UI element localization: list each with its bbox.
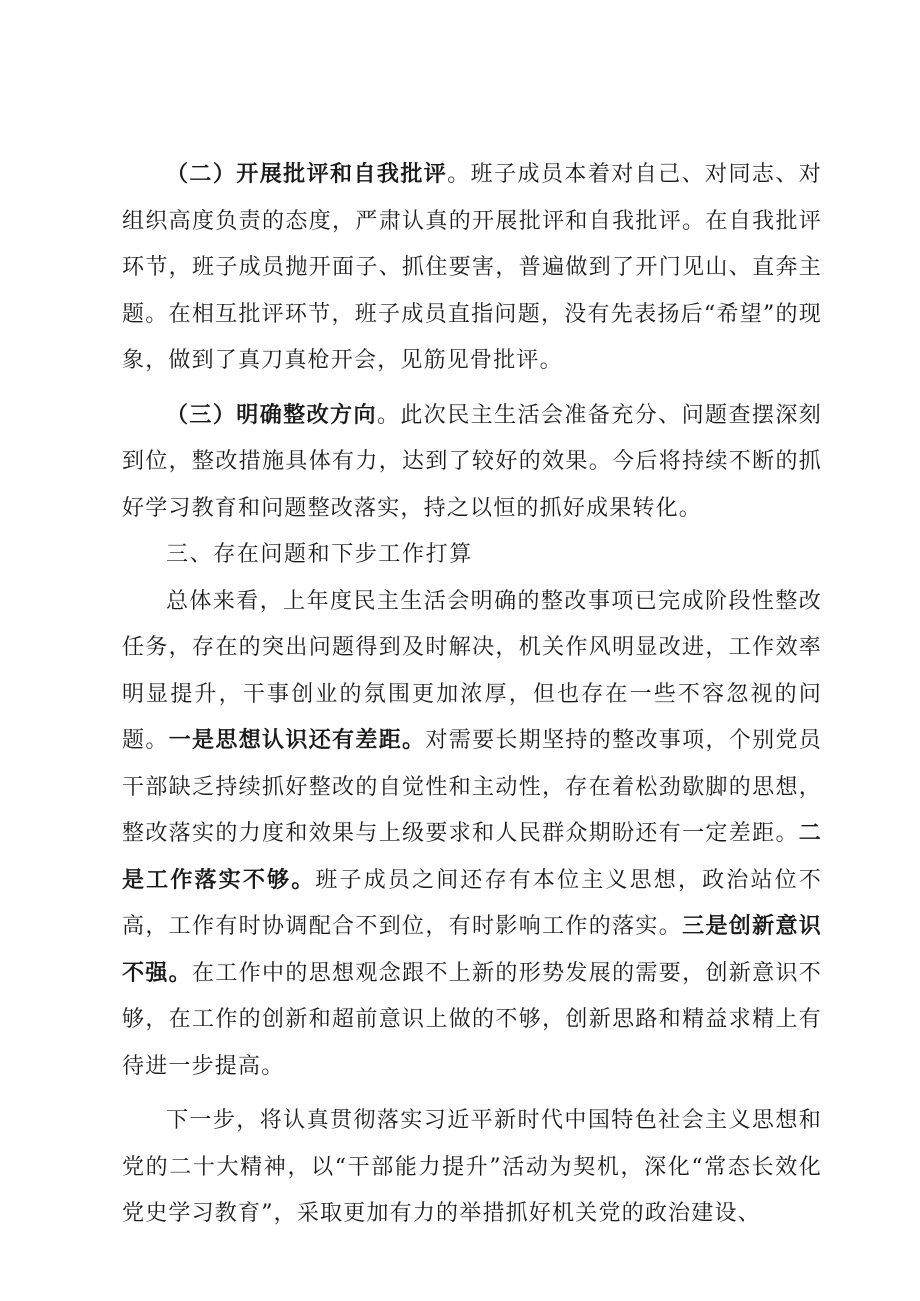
- problems-intro: 总体来看，上年度民主生活会明确的整改事项已完成阶段性整改任务，存在的突出问题得到及时解决，机关作风明显改进，工作效率明显提升，干事创业的氛围更加浓厚，但也存在一些不容忽视的问题。: [122, 588, 822, 753]
- paragraph-heading-criticism: （二）开展批评和自我批评: [166, 162, 448, 187]
- paragraph-problems: [122, 579, 822, 1091]
- problem-1-text: 对需要长期坚持的整改事项，个别党员干部缺乏持续抓好整改的自觉性和主动性，存在着松劲歇脚的思想，整改落实的力度和效果与上级要求和人民群众期盼还有一定差距。: [122, 728, 823, 846]
- problem-3-text: 在工作中的思想观念跟不上新的形势发展的需要，创新意识不够，在工作的创新和超前意识上做的不够，创新思路和精益求精上有待进一步提高。: [122, 960, 822, 1079]
- paragraph-text-criticism: 。班子成员本着对自己、对同志、对组织高度负责的态度，严肃认真的开展批评和自我批评。在自我批评环节，班子成员抛开面子、抓住要害，普遍做到了开门见山、直奔主题。在相互批评环节，班子成员直指问题，没有先表扬后“希望”的现象，做到了真刀真枪开会，见筋见骨批评。: [122, 162, 823, 373]
- problem-3-heading: 三是创新意识不强。: [122, 914, 822, 986]
- paragraph-heading-rectification: （三）明确整改方向: [166, 402, 377, 428]
- problem-2-text: 班子成员之间还存有本位主义思想，政治站位不高，工作有时协调配合不到位，有时影响工作的落实。: [122, 867, 822, 939]
- paragraph-criticism: [122, 152, 822, 385]
- paragraph-next-steps: [122, 1098, 822, 1238]
- paragraph-rectification: [122, 393, 822, 533]
- section-heading-problems: 三、存在问题和下步工作打算: [166, 542, 473, 567]
- document-body: [122, 152, 822, 1238]
- next-steps-text: 下一步，将认真贯彻落实习近平新时代中国特色社会主义思想和党的二十大精神，以“干部能力提升”活动为契机，深化“常态长效化党史学习教育”，采取更加有力的举措抓好机关党的政治建设、: [122, 1108, 822, 1226]
- problem-2-heading: 二是工作落实不够。: [122, 821, 822, 893]
- problem-1-heading: 一是思想认识还有差距。: [168, 728, 426, 753]
- paragraph-text-rectification: 。此次民主生活会准备充分、问题查摆深刻到位，整改措施具体有力，达到了较好的效果。今后将持续不断的抓好学习教育和问题整改落实，持之以恒的抓好成果转化。: [122, 402, 822, 521]
